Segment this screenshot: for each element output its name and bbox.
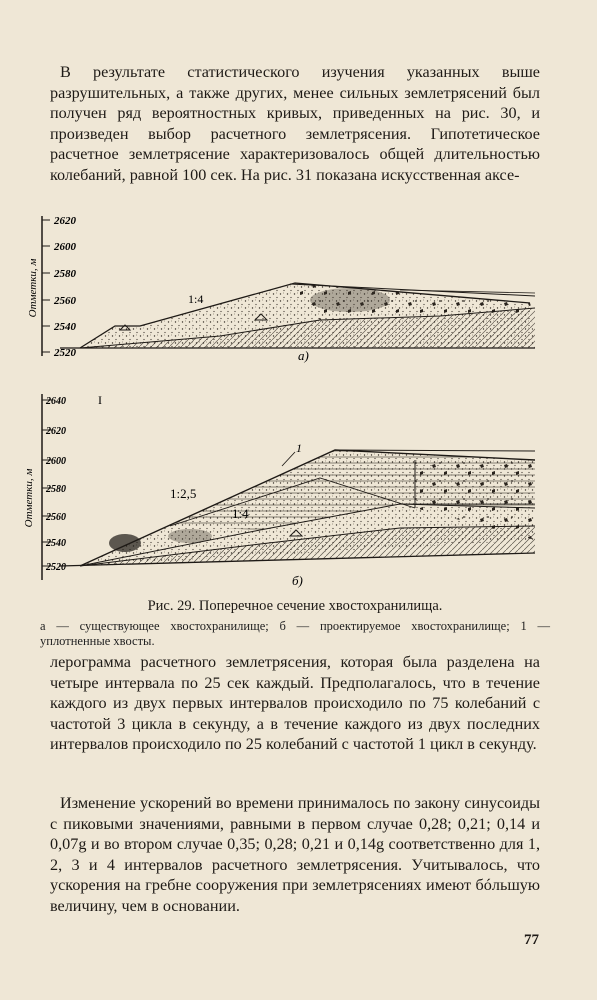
panel-a-label: а) xyxy=(298,348,309,363)
cross-section-drawing xyxy=(20,208,560,593)
figure-legend: а — существующее хвостохранилище; б — проектируемое хвостохранилище; 1 — уплотненные хвосты. xyxy=(40,619,550,648)
panel-b-slope-label-2: 1:4 xyxy=(232,506,249,521)
panel-b-tick: 2560 xyxy=(46,512,66,523)
panel-b-section xyxy=(60,441,535,588)
panel-b-tick: 2640 xyxy=(46,396,66,407)
panel-a-tick: 2580 xyxy=(54,268,76,280)
panel-b-slope-label-1: 1:2,5 xyxy=(170,486,197,501)
panel-a-section xyxy=(60,283,535,363)
panel-a-axis-label: Отметки, м xyxy=(27,258,39,318)
panel-b-axis xyxy=(23,393,102,580)
panel-b-label: б) xyxy=(292,573,303,588)
figure-caption: Рис. 29. Поперечное сечение хвостохранилища. xyxy=(147,598,443,614)
panel-a-tick: 2620 xyxy=(54,215,76,227)
panel-a-slope-label: 1:4 xyxy=(188,292,204,306)
panel-b-tick: 2520 xyxy=(46,562,66,573)
panel-b-corner-mark: I xyxy=(98,393,102,407)
panel-a-tick: 2600 xyxy=(54,241,76,253)
figure-29 xyxy=(20,208,560,598)
panel-b-tick: 2600 xyxy=(46,456,66,467)
panel-a-tick: 2520 xyxy=(54,347,76,359)
page-number: 77 xyxy=(524,932,539,948)
panel-a-tick: 2560 xyxy=(54,295,76,307)
panel-b-tick: 2620 xyxy=(46,426,66,437)
panel-b-tick: 2580 xyxy=(46,484,66,495)
paragraph-3: Изменение ускорений во времени принималось по закону синусоиды с пиковыми значениями, равными в первом случае 0,28; 0,21; 0,14 и 0,07g и во втором случае 0,35; 0,28; 0,21 и 0,14g соответственно для 1, 2, 3 и 4 интервалов расчетного землетрясения. Учитывалось, что ускорения на гребне сооружения при землетрясениях имеют бóльшую величину, чем в основании. xyxy=(50,794,540,915)
panel-a-axis xyxy=(27,215,77,359)
panel-a-tick: 2540 xyxy=(54,321,76,333)
panel-b-marker: 1 xyxy=(296,441,302,455)
panel-b-tick: 2540 xyxy=(46,538,66,549)
paragraph-2: лерограмма расчетного землетрясения, которая была разделена на четыре интервала по 25 сек каждый. Предполагалось, что в течение каждого из двух первых интервалов происходило по 75 колебаний с частотой 3 цикла в секунду, а в течение каждого из двух последних интервалов происходило по 25 колебаний с частотой 1 цикл в секунду. xyxy=(50,653,540,754)
paragraph-1: В результате статистического изучения указанных выше разрушительных, а также других, менее сильных землетрясений был получен ряд вероятностных кривых, приведенных на рис. 30, и произведен выбор расчетного землетрясения. Гипотетическое расчетное землетрясение характеризовалось общей длительностью колебаний, равной 100 сек. На рис. 31 показана искусственная аксе- xyxy=(50,63,540,184)
panel-b-axis-label: Отметки, м xyxy=(23,468,35,528)
